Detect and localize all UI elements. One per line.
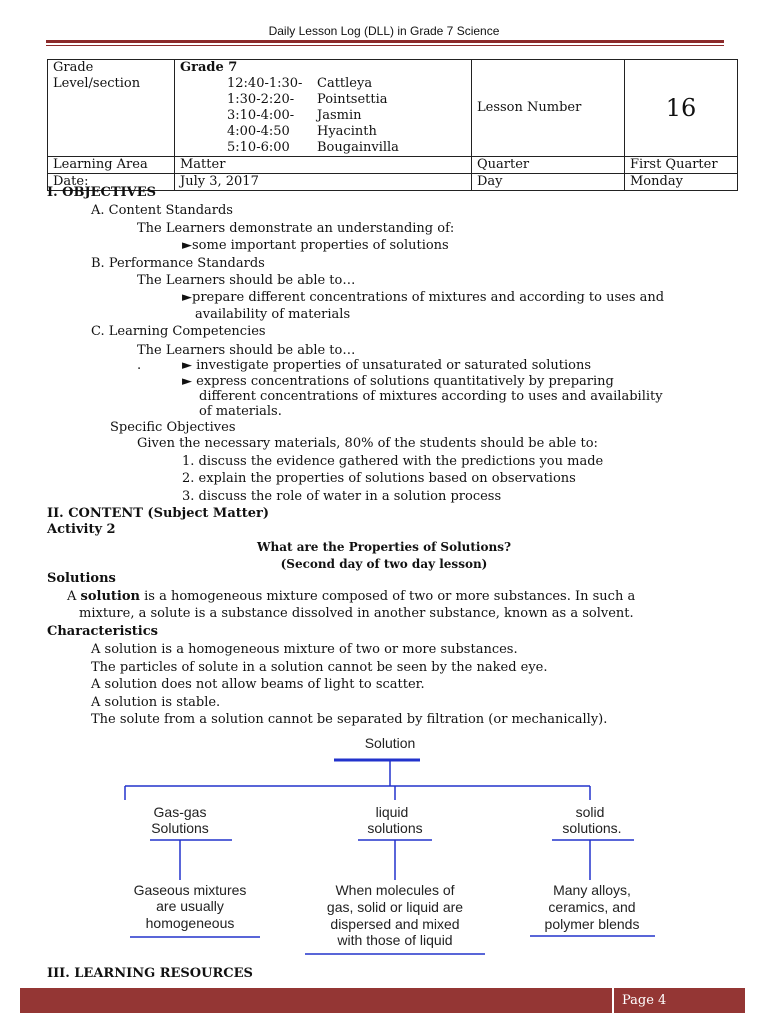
lesson-info-table <box>47 59 738 191</box>
grade-label-cell <box>48 60 175 157</box>
learning-resources-heading: III. LEARNING RESOURCES <box>47 966 253 981</box>
grade-label: Grade <box>53 60 94 75</box>
node-gas-title: Gas-gas <box>153 804 207 820</box>
solution-definition <box>67 589 635 605</box>
objectives-heading: I. OBJECTIVES <box>47 185 156 200</box>
definition-text: is a homogeneous mixture composed of two or more substances. In such a <box>139 589 636 604</box>
node-liquid-desc: When molecules of <box>335 882 455 898</box>
node-liquid-desc: dispersed and mixed <box>330 916 460 932</box>
node-solid-title: solid <box>575 804 605 820</box>
schedule-section: Pointsettia <box>317 92 388 107</box>
node-solid-desc: ceramics, and <box>548 899 636 915</box>
performance-standards-intro: The Learners should be able to… <box>137 273 356 288</box>
competency-item: ► express concentrations of solutions quantitatively by preparing <box>182 374 614 389</box>
diagram-root-label: Solution <box>364 735 416 751</box>
characteristic-item: A solution is a homogeneous mixture of two or more substances. <box>91 642 518 657</box>
schedule-time: 5:10-6:00 <box>227 140 290 155</box>
solution-definition-cont: mixture, a solute is a substance dissolved in another substance, known as a solvent. <box>79 606 634 621</box>
performance-standards-item: ►prepare different concentrations of mixtures and according to uses and <box>182 290 665 305</box>
learning-competencies-title: C. Learning Competencies <box>91 324 266 339</box>
schedule-section: Bougainvilla <box>317 140 399 155</box>
performance-standards-title: B. Performance Standards <box>91 256 265 271</box>
content-standards-item: ►some important properties of solutions <box>182 238 449 253</box>
specific-objective-item: 1. discuss the evidence gathered with the predictions you made <box>182 454 604 469</box>
date-label: Date: <box>48 174 175 191</box>
node-liquid-title: liquid <box>375 804 409 820</box>
characteristic-item: The solute from a solution cannot be separated by filtration (or mechanically). <box>91 712 608 727</box>
lesson-subtitle: (Second day of two day lesson) <box>280 557 488 571</box>
schedule-row <box>227 124 466 140</box>
characteristics-heading: Characteristics <box>47 624 158 639</box>
node-liquid-desc: with those of liquid <box>337 932 453 948</box>
node-solid-desc: polymer blends <box>544 916 640 932</box>
node-gas-desc: Gaseous mixtures <box>133 882 247 898</box>
lesson-number-label: Lesson Number <box>472 60 625 157</box>
competency-item-cont: different concentrations of mixtures according to uses and availability <box>199 389 663 404</box>
day-label: Day <box>472 174 625 191</box>
specific-objective-item: 3. discuss the role of water in a solution process <box>182 489 502 504</box>
stray-dot: . <box>137 358 142 373</box>
schedule-time: 1:30-2:20- <box>227 92 295 107</box>
schedule-row <box>227 76 466 92</box>
grade-value: Grade 7 <box>180 60 238 75</box>
quarter-value: First Quarter <box>625 157 738 174</box>
lesson-number: 16 <box>625 60 738 157</box>
content-standards-intro: The Learners demonstrate an understanding of: <box>137 221 455 236</box>
definition-term: solution <box>80 589 140 604</box>
schedule-row <box>227 140 466 156</box>
learning-area-label: Learning Area <box>48 157 175 174</box>
schedule-section: Jasmin <box>317 108 362 123</box>
solutions-heading: Solutions <box>47 571 116 586</box>
node-gas-desc: homogeneous <box>145 915 235 931</box>
lesson-title: What are the Properties of Solutions? <box>257 540 511 554</box>
activity-label: Activity 2 <box>47 522 116 537</box>
content-standards-title: A. Content Standards <box>91 203 233 218</box>
header-rule <box>46 40 724 43</box>
node-liquid-title-2: solutions <box>367 820 423 836</box>
characteristic-item: A solution is stable. <box>91 695 221 710</box>
schedule-row <box>227 92 466 108</box>
learning-competencies-intro: The Learners should be able to… <box>137 343 356 358</box>
page-number: Page 4 <box>612 988 742 1013</box>
grade-value-cell <box>175 60 472 157</box>
schedule-row <box>227 108 466 124</box>
schedule-time: 12:40-1:30- <box>227 76 303 91</box>
day-value: Monday <box>625 174 738 191</box>
node-solid-title-2: solutions. <box>562 820 622 836</box>
competency-item: ► investigate properties of unsaturated or saturated solutions <box>182 358 592 373</box>
specific-objective-item: 2. explain the properties of solutions based on observations <box>182 471 576 486</box>
level-section-label: Level/section <box>53 76 141 91</box>
node-liquid-desc: gas, solid or liquid are <box>326 899 464 915</box>
quarter-label: Quarter <box>472 157 625 174</box>
definition-article: A <box>67 589 81 604</box>
characteristic-item: The particles of solute in a solution cannot be seen by the naked eye. <box>91 660 548 675</box>
characteristic-item: A solution does not allow beams of light to scatter. <box>91 677 425 692</box>
performance-standards-item-cont: availability of materials <box>195 307 351 322</box>
learning-area-value: Matter <box>175 157 472 174</box>
competency-item-cont: of materials. <box>199 404 282 419</box>
content-heading: II. CONTENT (Subject Matter) <box>47 506 270 521</box>
specific-objectives-title: Specific Objectives <box>110 420 236 435</box>
specific-objectives-intro: Given the necessary materials, 80% of the students should be able to: <box>137 436 598 451</box>
header-rule-thin <box>46 45 724 46</box>
node-gas-desc: are usually <box>156 898 224 914</box>
date-value: July 3, 2017 <box>175 174 472 191</box>
node-gas-title-2: Solutions <box>151 820 209 836</box>
solutions-diagram <box>110 730 690 960</box>
schedule-section: Cattleya <box>317 76 373 91</box>
document-header: Daily Lesson Log (DLL) in Grade 7 Science <box>268 24 500 38</box>
schedule-time: 3:10-4:00- <box>227 108 295 123</box>
schedule-section: Hyacinth <box>317 124 377 139</box>
node-solid-desc: Many alloys, <box>553 882 631 898</box>
schedule-time: 4:00-4:50 <box>227 124 290 139</box>
